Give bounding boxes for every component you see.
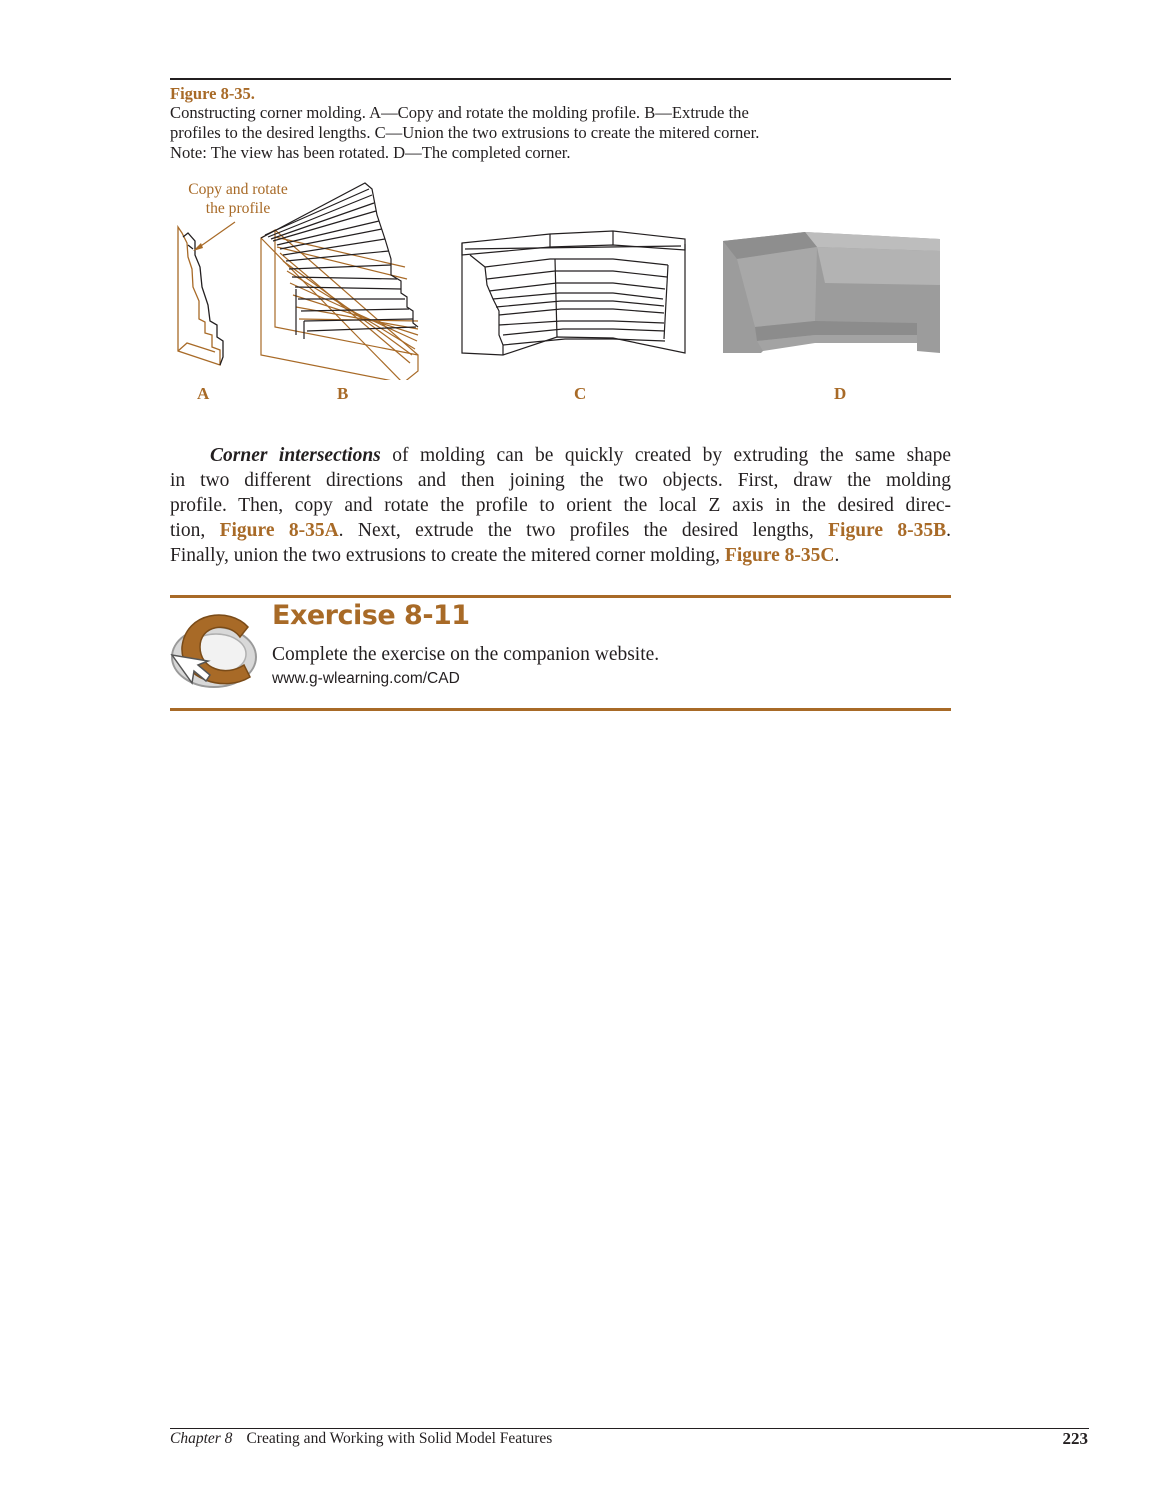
footer-rule xyxy=(170,1428,1089,1429)
figure-top-rule xyxy=(170,78,951,80)
exercise-title: Exercise 8-11 xyxy=(272,600,470,631)
text-run: tion, xyxy=(170,520,220,541)
paragraph-line xyxy=(170,543,951,568)
figure-callout xyxy=(172,180,304,218)
sublabel-a: A xyxy=(197,384,210,403)
sublabel-d: D xyxy=(834,384,847,403)
exercise-bottom-rule xyxy=(170,708,951,711)
text-run: . Next, extrude the two profiles the desired lengths, xyxy=(338,520,829,541)
paragraph-line xyxy=(170,518,951,543)
text-run: . xyxy=(946,520,951,541)
caption-line: Note: The view has been rotated. D—The completed corner. xyxy=(170,143,571,162)
body-paragraph xyxy=(170,443,951,568)
figure-ref-a[interactable]: Figure 8-35A xyxy=(219,520,339,541)
text-run: of molding can be quickly created by extruding the same shape xyxy=(380,445,951,466)
figure-ref-c[interactable]: Figure 8-35C xyxy=(724,545,835,566)
paragraph-line: profile. Then, copy and rotate the profile to orient the local Z axis in the desired direc- xyxy=(170,495,951,516)
sublabel-c: C xyxy=(574,384,587,403)
callout-arrow xyxy=(193,222,235,251)
text-run: Finally, union the two extrusions to create the mitered corner molding, xyxy=(170,545,725,566)
union-c-drawing xyxy=(462,231,685,355)
footer-chapter xyxy=(170,1430,552,1448)
exercise-top-rule xyxy=(170,595,951,598)
paragraph-line xyxy=(170,443,951,468)
caption-line: Constructing corner molding. A—Copy and rotate the molding profile. B—Extrude the xyxy=(170,103,749,122)
key-term: Corner intersections xyxy=(210,445,381,466)
figure-caption xyxy=(170,103,960,163)
companion-website-icon xyxy=(168,607,258,693)
text-run: . xyxy=(834,545,840,566)
figure-ref-b[interactable]: Figure 8-35B xyxy=(828,520,947,541)
sublabel-b: B xyxy=(337,384,349,403)
exercise-description: Complete the exercise on the companion website. xyxy=(272,644,660,665)
paragraph-line: in two different directions and then joining the two objects. First, draw the molding xyxy=(170,470,951,491)
chapter-label: Chapter 8 xyxy=(170,1430,233,1447)
callout-line: Copy and rotate xyxy=(188,181,288,198)
exercise-url-link[interactable]: www.g-wlearning.com/CAD xyxy=(272,670,460,687)
figure-number: Figure 8-35. xyxy=(170,84,255,103)
callout-line: the profile xyxy=(205,200,271,217)
caption-line: profiles to the desired lengths. C—Union the two extrusions to create the mitered corner. xyxy=(170,123,760,142)
chapter-title: Creating and Working with Solid Model Features xyxy=(246,1430,553,1447)
solid-d-drawing xyxy=(723,232,940,353)
page-number: 223 xyxy=(1062,1429,1088,1448)
